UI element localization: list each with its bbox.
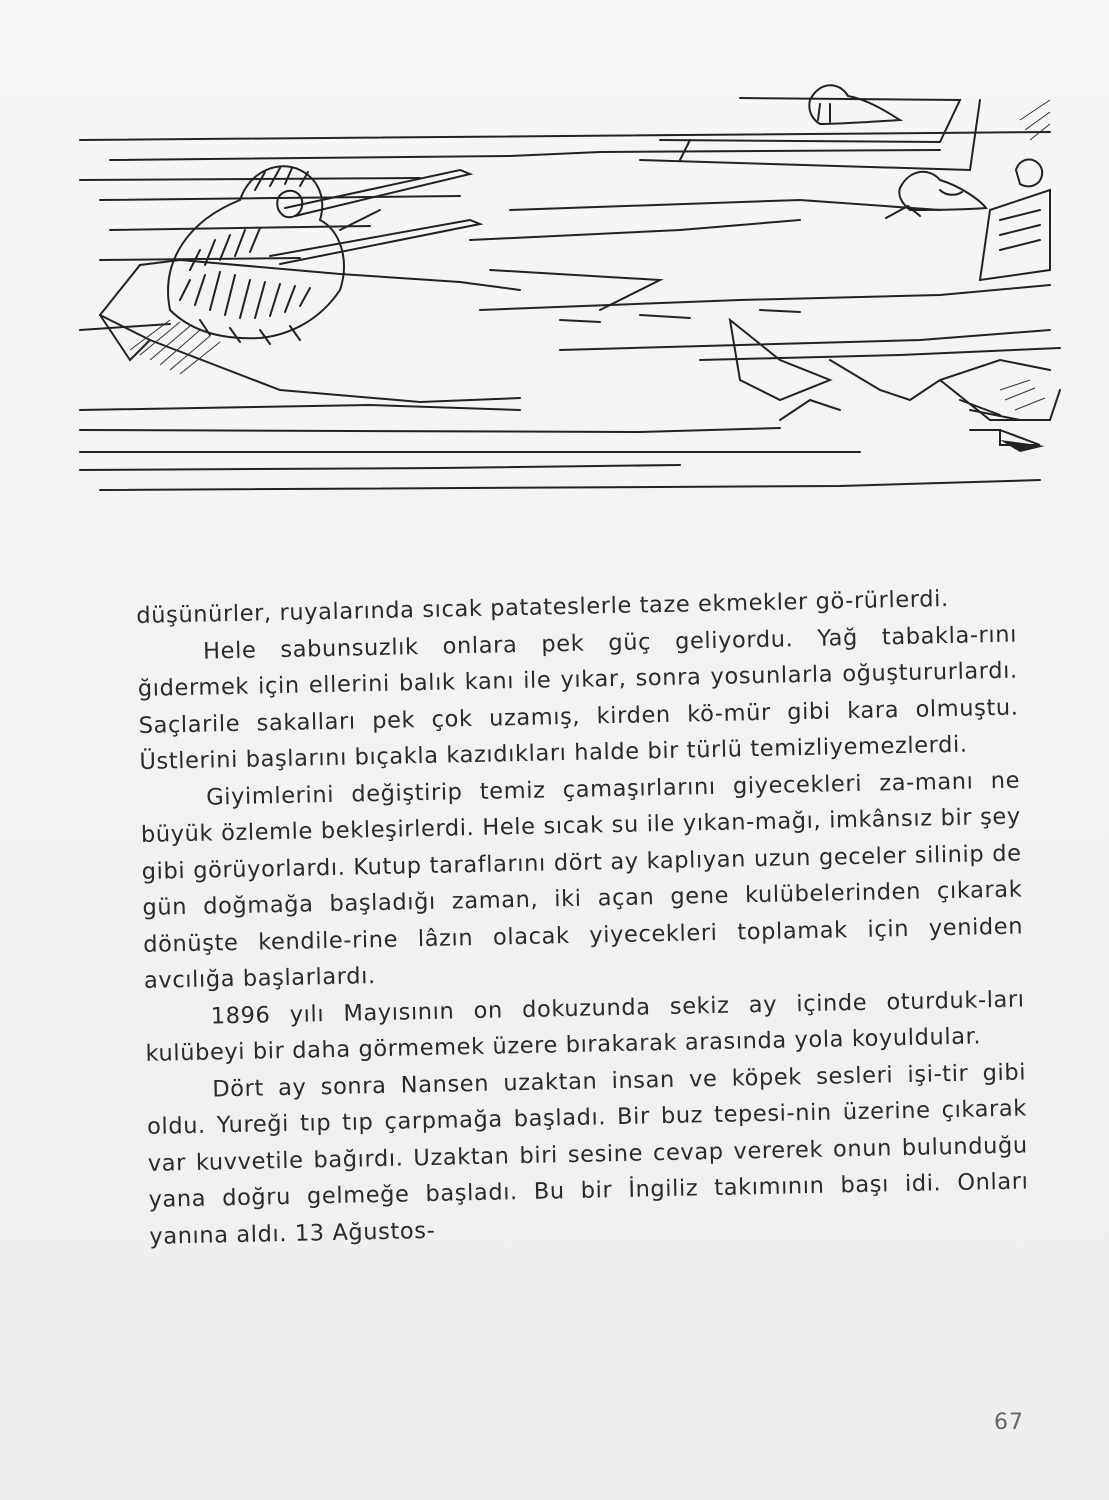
page-number: 67 xyxy=(994,1410,1024,1435)
arctic-hunter-with-rifle-and-walruses-drawing xyxy=(40,60,1080,520)
paragraph-continued: düşünürler, ruyalarında sıcak patateslerle taze ekmekler gö-rürlerdi. xyxy=(136,585,949,629)
paragraph: 1896 yılı Mayısının on dokuzunda sekiz ay içinde oturduk-ları kulübeyi bir daha görmemek üzere bırakarak arasında yola koyuldular. xyxy=(145,985,1025,1067)
body-text xyxy=(136,580,1030,1255)
paragraph: Hele sabunsuzlık onlara pek güç geliyordu. Yağ tabakla-rını ğıdermek için ellerini balık kanı ile yıkar, sonra yosunlarla oğuştururlardı. Saçlarile sakalları pek çok uzamış, kirden kö-mür gibi kara olmuştu. Üstlerini başlarını bıçakla kazıdıkları halde bir türlü temizliyemezlerdi. xyxy=(137,621,1019,775)
paragraph: Giyimlerini değiştirip temiz çamaşırlarını giyecekleri za-manı ne büyük özlemle bekleşirlerdi. Hele sıcak su ile yıkan-mağı, imkânsız bir şey gibi görüyorlardı. Kutup taraflarını dört ay kaplıyan uzun geceler silinip de gün doğmağa başladığı zaman, iki açan gene kulübelerinden çıkarak dönüşte kendile-rine lâzın olacak yiyecekleri toplamak için yeniden avcılığa başlarlardı. xyxy=(140,767,1024,994)
paragraph: Dört ay sonra Nansen uzaktan insan ve köpek sesleri işi-tir gibi oldu. Yureği tıp tıp çarpmağa başladı. Bir buz tepesi-nin üzerine çıkarak var kuvvetile bağırdı. Uzaktan biri sesine cevap vererek onun bulunduğu yana doğru gelmeğe başladı. Bu bir İngiliz takımının başı idi. Onları yanına aldı. 13 Ağustos- xyxy=(146,1058,1029,1250)
